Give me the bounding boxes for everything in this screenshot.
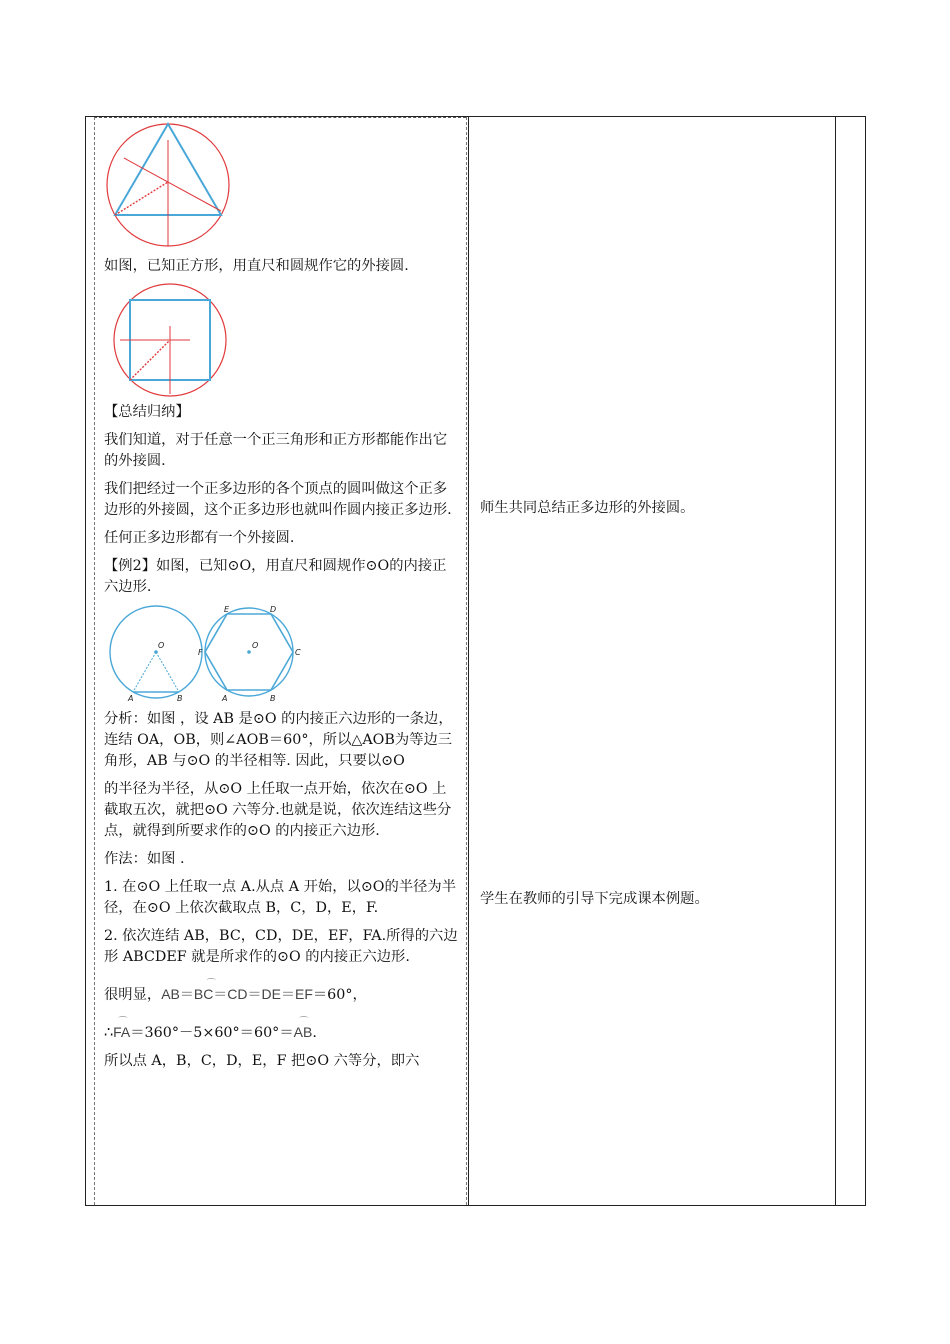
arc-fa-equation: ＝360°－5×60°＝60°＝ [130, 1025, 294, 1041]
column-divider-right [835, 117, 836, 1205]
cell-border-middle-dashed [466, 117, 467, 1205]
paragraph-arcs-equal [104, 984, 460, 1006]
arc-fa-period: . [312, 1025, 317, 1041]
paragraph-example-2: 【例2】如图，已知⊙O，用直尺和圆规作⊙O的内接正六边形. [104, 558, 447, 595]
teacher-note-2: 学生在教师的引导下完成课本例题。 [480, 891, 709, 907]
label-a-right: A [222, 694, 228, 703]
hexagon-construction-figure [104, 605, 304, 705]
paragraph-analysis: 分析：如图 ，设 AB 是⊙O 的内接正六边形的一条边，连结 OA，OB，则∠AOB＝60°，所以△AOB为等边三角形，AB 与⊙O 的半径相等. 因此，只要以⊙O [104, 711, 453, 769]
label-d: D [270, 605, 277, 614]
paragraph-step-1: 1. 在⊙O 上任取一点 A.从点 A 开始，以⊙O的半径为半径，在⊙O 上依次截取点 B，C，D，E，F. [104, 879, 457, 916]
arcs-suffix: ＝60°， [312, 987, 367, 1003]
label-c: C [295, 648, 301, 657]
label-f: F [198, 648, 203, 657]
paragraph-arc-fa [104, 1022, 460, 1044]
arc-ab: ⌒ AB [294, 1024, 313, 1040]
square-circumcircle-figure [108, 282, 238, 400]
cell-border-top-dashed [94, 117, 466, 118]
paragraph-step-2: 2. 依次连结 AB，BC，CD，DE，EF，FA.所得的六边形 ABCDEF 就是所求作的⊙O 的内接正六边形. [104, 928, 458, 965]
paragraph-summary-2: 任何正多边形都有一个外接圆. [104, 530, 295, 546]
label-b-right: B [270, 694, 276, 703]
lesson-content-column [104, 120, 460, 1079]
paragraph-square-task: 如图，已知正方形，用直尺和圆规作它的外接圆. [104, 258, 409, 274]
triangle-circumcircle-figure [104, 120, 234, 250]
label-o-left: O [158, 641, 165, 650]
summary-heading: 【总结归纳】 [104, 404, 190, 420]
paragraph-definition: 我们把经过一个正多边形的各个顶点的圆叫做这个正多边形的外接圆，这个正多边形也就叫作圆内接正多边形. [104, 481, 452, 518]
label-b-left: B [177, 694, 183, 703]
teacher-note-1: 师生共同总结正多边形的外接圆。 [480, 500, 695, 516]
paragraph-conclusion: 所以点 A，B，C，D，E，F 把⊙O 六等分，即六 [104, 1053, 420, 1069]
arc-fa: ⌒ FA [113, 1024, 130, 1040]
label-a-left: A [128, 694, 134, 703]
arcs-equal-chain: ⌒ AB＝BC＝CD＝DE＝EF [161, 986, 313, 1002]
label-o-right: O [252, 641, 259, 650]
cell-border-left-dashed [94, 117, 95, 1205]
paragraph-analysis-cont: 的半径为半径，从⊙O 上任取一点开始，依次在⊙O 上截取五次，就把⊙O 六等分.也就是说，依次连结这些分点，就得到所要求作的⊙O 的内接正六边形. [104, 781, 452, 839]
arcs-prefix: 很明显， [104, 987, 162, 1003]
therefore-symbol: ∴ [104, 1025, 114, 1041]
paragraph-method-heading: 作法：如图 . [104, 851, 185, 867]
paragraph-summary-1: 我们知道，对于任意一个正三角形和正方形都能作出它的外接圆. [104, 432, 448, 469]
label-e: E [224, 605, 230, 614]
column-divider-middle [468, 117, 469, 1205]
